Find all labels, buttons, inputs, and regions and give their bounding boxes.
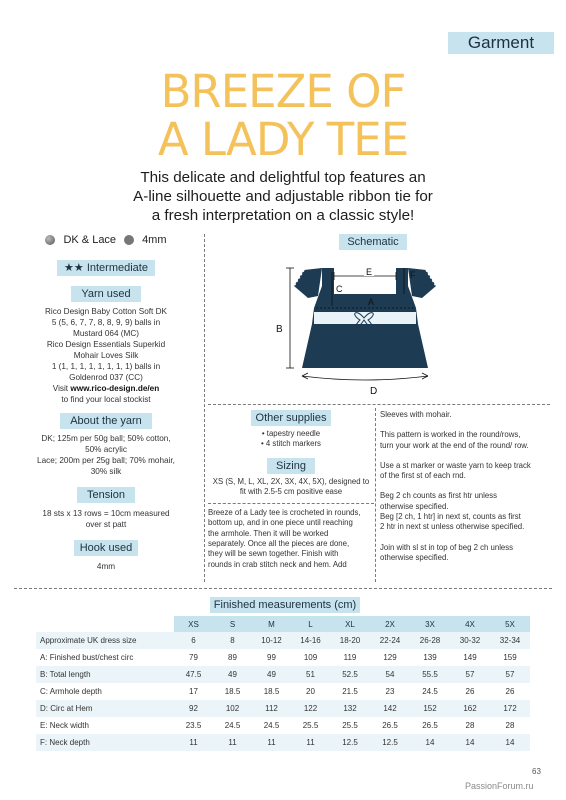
label-c: C [336,284,343,294]
yarn-ball-icon [45,235,55,245]
supplies-list [208,429,374,450]
column-header: 4X [450,616,490,632]
left-sleeve [294,268,322,298]
text-line: 18 sts x 13 rows = 10cm measured [42,509,170,518]
text-line: rounds in crab stitch neck and hem. Add [208,559,347,569]
table-row [36,632,530,649]
table-cell: 28 [465,721,475,730]
table-cell: 24.5 [263,721,280,730]
table-cell: 25.5 [302,721,319,730]
table-row [36,700,530,717]
yarn-weight: DK & Lace [63,234,117,246]
column-header-blank [36,616,174,632]
note [380,491,550,532]
pattern-notes [380,410,550,573]
text-line: to find your local stockist [61,395,151,404]
text-line: Lace; 200m per 25g ball; 70% mohair, [37,456,175,465]
table-cell: 47.5 [174,666,213,683]
table-cell: 139 [423,653,437,662]
table-cell: 24.5 [422,687,438,696]
text-line: Sleeves with mohair. [380,410,452,419]
note [380,543,550,564]
intro-line: A-line silhouette and adjustable ribbon tie for [133,188,433,205]
text-line: Join with sl st in top of beg 2 ch unless [380,542,514,552]
column-header: XL [330,616,370,632]
text-line: XS (S, M, L, XL, 2X, 3X, 4X, 5X), designed to [212,476,370,486]
table-cell: 152 [410,700,450,717]
table-cell: 23.5 [185,721,202,730]
table-cell: 22-24 [370,632,410,649]
schematic-heading: Schematic [339,234,407,250]
difficulty-label: Intermediate [86,262,148,274]
hook-size: 4mm [142,234,167,246]
table-row [36,649,530,666]
page-number: 63 [532,767,541,776]
supply-item: • 4 stitch markers [261,439,321,449]
text-line: 50% acrylic [85,445,127,454]
table-cell: 26-28 [410,632,450,649]
table-cell: 10-12 [252,632,291,649]
stockist-link[interactable]: www.rico-design.de/en [70,384,160,393]
table-cell: 92 [174,700,213,717]
table-cell: 11 [291,734,330,751]
label-f: F [410,270,416,280]
table-cell: 49 [213,666,252,683]
dim-d [302,376,428,380]
table-cell: 112 [252,700,291,717]
table-row [36,666,530,683]
table-cell: 52.5 [330,666,370,683]
page-title-line1: BREEZE OF [160,65,406,118]
difficulty-badge [57,260,155,276]
text-line: they will be sewn together. Finish with [208,549,339,559]
table-cell: 132 [330,700,370,717]
table-cell: 122 [291,700,330,717]
sizing-text [208,477,374,498]
row-label: Approximate UK dress size [36,632,174,649]
tension-text [14,508,198,530]
table-cell: 129 [383,653,397,662]
table-cell: 18.5 [224,687,241,696]
text-line: 1 (1, 1, 1, 1, 1, 1, 1, 1) balls in [51,362,161,371]
column-header: 3X [410,616,450,632]
column-header: 2X [370,616,410,632]
table-cell: 26.5 [422,721,438,730]
supply-item: • tapestry needle [261,429,321,438]
intro-line: This delicate and delightful top features an [140,169,426,186]
table-cell: 12.5 [330,734,370,751]
label-e: E [365,267,373,277]
label-a: A [368,297,375,307]
table-cell: 109 [303,653,318,662]
table-cell: 102 [213,700,252,717]
text-line: Rico Design Essentials Superkid [46,340,166,349]
table-cell: 55.5 [410,666,450,683]
text-line: Use a st marker or waste yarn to keep track [380,460,531,470]
table-cell: 79 [189,653,198,662]
column-divider-left [204,234,205,582]
text-line: Mohair Loves Silk [73,351,139,360]
column-header: S [213,616,252,632]
table-cell: 12.5 [370,734,410,751]
page-title-line2: A LADY TEE [157,113,409,166]
column-header: L [291,616,330,632]
table-row [36,683,530,700]
table-cell: 11 [174,734,213,751]
text-line: the armhole. Then it will be worked [208,528,329,538]
hook-icon [124,235,134,245]
table-cell: 54 [370,666,410,683]
table-cell: 18.5 [263,687,280,696]
table-cell: 172 [490,700,530,717]
row-label: E: Neck width [40,721,89,730]
text-line: turn your work at the end of the round/ row. [380,440,529,450]
text-line: DK; 125m per 50g ball; 50% cotton, [41,434,171,443]
yarn-used-heading: Yarn used [71,286,141,302]
text-line: separately. Once all the pieces are done, [208,539,350,549]
table-cell: 57 [490,666,530,683]
table-cell: 26 [505,687,515,696]
visit-prefix: Visit [52,384,71,393]
table-cell: 49 [252,666,291,683]
text-line: 30% silk [90,467,122,476]
table-cell: 18-20 [330,632,370,649]
measurements-table [36,616,530,751]
table-cell: 17 [189,687,198,696]
table-cell: 26.5 [382,721,398,730]
table-cell: 6 [174,632,213,649]
hook-used-text [14,561,198,572]
table-row [36,734,530,751]
table-cell: 21.5 [342,687,358,696]
row-label: F: Neck depth [36,734,174,751]
supplies-column [208,410,374,570]
text-line: Breeze of a Lady tee is crocheted in rounds, [208,508,361,518]
table-divider [14,588,552,589]
note [380,430,550,451]
sizing-heading: Sizing [267,458,315,474]
column-header: M [252,616,291,632]
text-line: Mustard 064 (MC) [73,329,139,338]
note [380,410,550,420]
text-line: otherwise specified. [380,552,449,562]
column-divider-right [375,408,376,582]
table-cell: 14 [450,734,490,751]
tension-heading: Tension [77,487,135,503]
table-cell: 14 [410,734,450,751]
about-yarn-heading: About the yarn [60,413,152,429]
table-cell: 51 [291,666,330,683]
schematic-divider [208,404,550,405]
yarn-used-text [14,306,198,405]
row-label: A: Finished bust/chest circ [40,653,134,662]
table-cell: 24.5 [224,721,241,730]
sizing-divider [208,503,374,504]
text-line: of the first st of each rnd. [380,471,466,481]
table-cell: 119 [343,653,357,662]
other-supplies-heading: Other supplies [251,410,331,426]
table-cell: 32-34 [490,632,530,649]
table-cell: 142 [370,700,410,717]
text-line: Beg 2 ch counts as first htr unless [380,491,498,501]
measurements-heading: Finished measurements (cm) [210,597,360,613]
text-line: otherwise specified. [380,501,449,511]
label-b: B [276,324,283,335]
table-cell: 149 [463,653,477,662]
section-tag: Garment [448,32,554,54]
text-line: Beg [2 ch, 1 htr] in next st, counts as first [380,512,521,522]
about-yarn-text [14,433,198,477]
garment-schematic [260,250,480,400]
row-label: C: Armhole depth [40,687,102,696]
text-line: 5 (5, 6, 7, 7, 8, 8, 9, 9) balls in [51,318,161,327]
row-label: B: Total length [36,666,174,683]
text-line: This pattern is worked in the round/rows, [380,430,521,440]
intro-line: a fresh interpretation on a classic style! [151,207,415,224]
difficulty-stars: ★★ [64,262,84,274]
table-cell: 26 [465,687,475,696]
note [380,461,550,482]
table-cell: 11 [213,734,252,751]
watermark: PassionForum.ru [465,781,534,791]
table-row [36,717,530,734]
table-cell: 25.5 [342,721,358,730]
column-header: 5X [490,616,530,632]
table-cell: 8 [213,632,252,649]
label-d: D [370,386,378,397]
table-cell: 162 [450,700,490,717]
table-cell: 99 [267,653,276,662]
table-cell: 23 [385,687,395,696]
text-line: Rico Design Baby Cotton Soft DK [45,307,167,316]
table-cell: 159 [503,653,517,662]
intro-text [90,168,476,225]
table-cell: 89 [228,653,237,662]
table-cell: 14-16 [291,632,330,649]
yarn-weight-row [14,232,198,248]
table-cell: 11 [252,734,291,751]
text-line: 2 htr in next st unless otherwise specified. [380,522,525,532]
row-label: D: Circ at Hem [36,700,174,717]
table-cell: 14 [490,734,530,751]
text-line: fit with 2.5-5 cm positive ease [239,486,343,496]
visit-line [14,383,198,394]
table-header-row [36,616,530,632]
text-line: bottom up, and in one piece until reaching [208,518,353,528]
pattern-info-column [14,232,198,572]
table-cell: 57 [450,666,490,683]
text-line: Goldenrod 037 (CC) [69,373,143,382]
measurements-table-wrap [36,616,530,751]
hook-used-heading: Hook used [74,540,138,556]
text-line: 4mm [96,562,116,571]
table-cell: 20 [306,687,315,696]
table-cell: 30-32 [450,632,490,649]
text-line: over st patt [85,520,127,529]
column-header: XS [174,616,213,632]
table-cell: 28 [505,721,515,730]
description-text [208,508,374,570]
